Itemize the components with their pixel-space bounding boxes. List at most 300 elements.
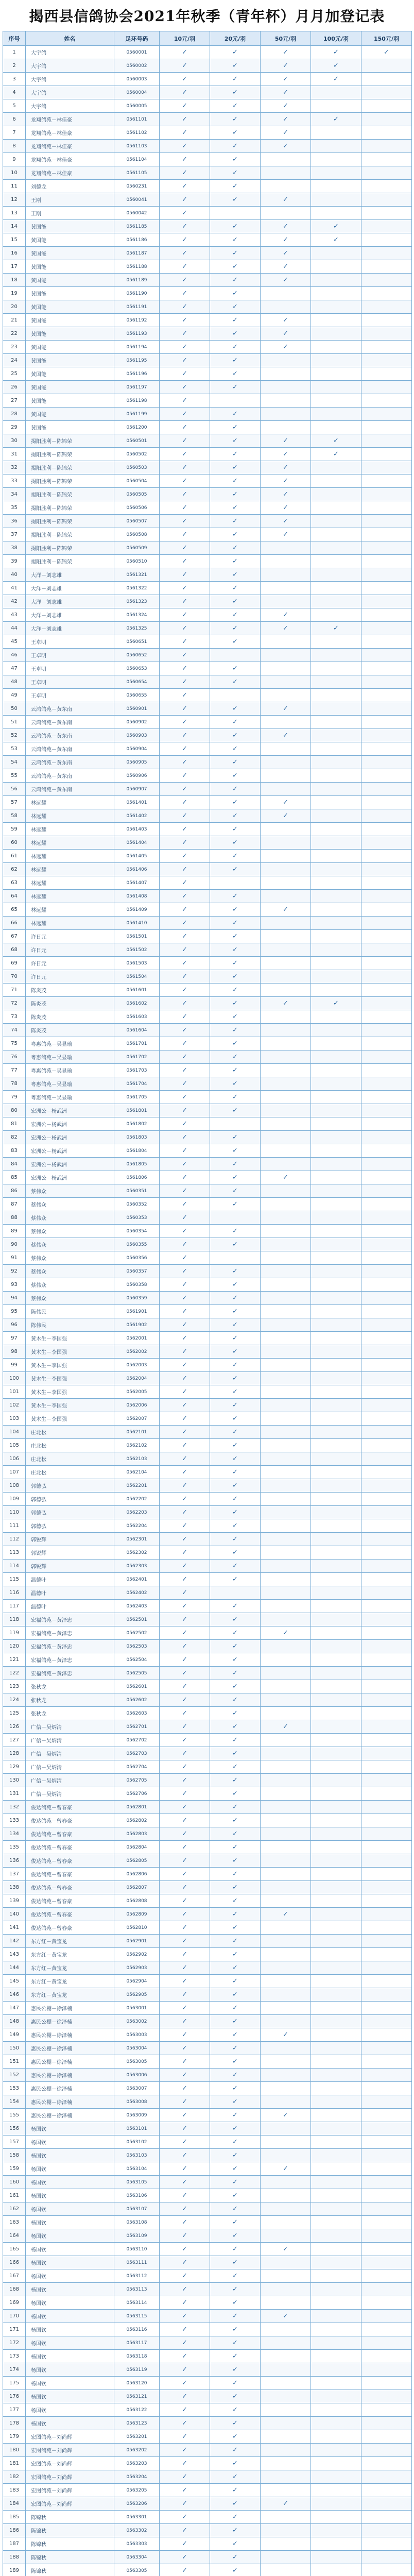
table-row	[3, 126, 412, 140]
check-mark	[311, 729, 361, 742]
check-mark	[261, 2564, 311, 2576]
owner-name: 惠民公棚－徐泽楠	[26, 2082, 114, 2095]
check-mark: ✓	[311, 997, 361, 1010]
check-mark	[311, 381, 361, 394]
table-row	[3, 769, 412, 783]
column-header: 10元/羽	[160, 31, 210, 46]
owner-name: 宏福鸽苑－黄泽忠	[26, 1640, 114, 1653]
check-mark	[261, 1801, 311, 1814]
check-mark	[361, 1412, 412, 1426]
row-index: 94	[3, 1292, 26, 1305]
table-row	[3, 1238, 412, 1251]
owner-name: 俊达鸽苑－曾春豪	[26, 1894, 114, 1908]
check-mark	[311, 528, 361, 541]
check-mark	[361, 1158, 412, 1171]
owner-name: 俊达鸽苑－曾春豪	[26, 1868, 114, 1881]
table-row	[3, 2216, 412, 2229]
check-mark	[261, 2176, 311, 2189]
check-mark	[361, 233, 412, 247]
owner-name: 云鸿鸽苑－黄东南	[26, 742, 114, 756]
table-row	[3, 73, 412, 86]
check-mark	[261, 1318, 311, 1332]
check-mark	[261, 166, 311, 180]
check-mark: ✓	[210, 783, 261, 796]
check-mark: ✓	[160, 1640, 210, 1653]
check-mark	[361, 756, 412, 769]
row-index: 37	[3, 528, 26, 541]
row-index: 66	[3, 917, 26, 930]
check-mark: ✓	[160, 2403, 210, 2417]
row-index: 44	[3, 622, 26, 635]
table-row	[3, 59, 412, 73]
check-mark: ✓	[160, 742, 210, 756]
check-mark: ✓	[210, 2229, 261, 2243]
ring-number: 0560358	[114, 1278, 160, 1292]
check-mark	[261, 769, 311, 783]
check-mark: ✓	[210, 2162, 261, 2176]
check-mark: ✓	[210, 1935, 261, 1948]
row-index: 138	[3, 1881, 26, 1894]
row-index: 32	[3, 461, 26, 474]
owner-name: 宏洲公－杨武洲	[26, 1144, 114, 1158]
check-mark: ✓	[210, 73, 261, 86]
table-row	[3, 809, 412, 823]
table-row	[3, 2028, 412, 2042]
check-mark	[361, 1359, 412, 1372]
owner-name: 林远耀	[26, 876, 114, 890]
table-row	[3, 1908, 412, 1921]
check-mark: ✓	[160, 823, 210, 836]
check-mark	[311, 126, 361, 140]
check-mark	[311, 86, 361, 99]
table-row	[3, 1600, 412, 1613]
check-mark	[311, 689, 361, 702]
check-mark: ✓	[160, 2363, 210, 2377]
table-row	[3, 1868, 412, 1881]
check-mark: ✓	[210, 1345, 261, 1359]
owner-name: 黄国能	[26, 408, 114, 421]
ring-number: 0562301	[114, 1533, 160, 1546]
table-body	[3, 46, 412, 2576]
check-mark: ✓	[210, 729, 261, 742]
check-mark: ✓	[210, 260, 261, 274]
check-mark: ✓	[210, 2430, 261, 2444]
table-row	[3, 2202, 412, 2216]
check-mark	[261, 930, 311, 943]
row-index: 105	[3, 1439, 26, 1452]
ring-number: 0562002	[114, 1345, 160, 1359]
check-mark	[361, 930, 412, 943]
check-mark: ✓	[311, 448, 361, 461]
row-index: 56	[3, 783, 26, 796]
check-mark	[261, 2457, 311, 2470]
table-row	[3, 1292, 412, 1305]
owner-name: 宏福鸽苑－黄泽忠	[26, 1626, 114, 1640]
check-mark	[361, 2243, 412, 2256]
check-mark: ✓	[261, 461, 311, 474]
check-mark: ✓	[311, 622, 361, 635]
check-mark	[261, 2470, 311, 2484]
row-index: 39	[3, 555, 26, 568]
check-mark: ✓	[210, 1225, 261, 1238]
check-mark: ✓	[210, 890, 261, 903]
ring-number: 0563107	[114, 2202, 160, 2216]
check-mark: ✓	[160, 1010, 210, 1024]
row-index: 74	[3, 1024, 26, 1037]
table-row	[3, 1466, 412, 1479]
table-row	[3, 2269, 412, 2283]
check-mark	[311, 1626, 361, 1640]
owner-name: 林远耀	[26, 796, 114, 809]
table-row	[3, 1787, 412, 1801]
check-mark	[311, 1372, 361, 1385]
table-row	[3, 2470, 412, 2484]
owner-name: 广信－吴炳清	[26, 1747, 114, 1760]
check-mark	[361, 1787, 412, 1801]
check-mark: ✓	[210, 863, 261, 876]
table-row	[3, 2497, 412, 2511]
row-index: 41	[3, 582, 26, 595]
check-mark: ✓	[210, 2296, 261, 2310]
ring-number: 0560357	[114, 1265, 160, 1278]
owner-name: 蔡伟众	[26, 1184, 114, 1198]
table-row	[3, 354, 412, 367]
table-row	[3, 2323, 412, 2336]
row-index: 142	[3, 1935, 26, 1948]
table-row	[3, 341, 412, 354]
table-row	[3, 180, 412, 193]
check-mark: ✓	[210, 367, 261, 381]
check-mark: ✓	[261, 448, 311, 461]
table-row	[3, 2042, 412, 2055]
check-mark: ✓	[210, 314, 261, 327]
check-mark: ✓	[210, 1693, 261, 1707]
table-row	[3, 1372, 412, 1385]
owner-name: 粤惠鸽苑－吴显瑜	[26, 1037, 114, 1050]
ring-number: 0563116	[114, 2323, 160, 2336]
owner-name: 黄国能	[26, 314, 114, 327]
check-mark	[311, 783, 361, 796]
ring-number: 0561321	[114, 568, 160, 582]
check-mark: ✓	[210, 1104, 261, 1117]
owner-name: 陈锦秋	[26, 2537, 114, 2551]
row-index: 104	[3, 1426, 26, 1439]
row-index: 93	[3, 1278, 26, 1292]
check-mark	[261, 2296, 311, 2310]
owner-name: 张秋龙	[26, 1680, 114, 1693]
check-mark: ✓	[210, 1372, 261, 1385]
check-mark: ✓	[210, 515, 261, 528]
check-mark	[261, 635, 311, 649]
ring-number: 0561197	[114, 381, 160, 394]
check-mark	[361, 1935, 412, 1948]
owner-name: 黄木生－李国强	[26, 1332, 114, 1345]
ring-number: 0561410	[114, 917, 160, 930]
check-mark	[261, 1385, 311, 1399]
ring-number: 0561200	[114, 421, 160, 434]
row-index: 124	[3, 1693, 26, 1707]
check-mark: ✓	[210, 1332, 261, 1345]
check-mark: ✓	[160, 287, 210, 300]
owner-name: 杨国钦	[26, 2283, 114, 2296]
check-mark: ✓	[160, 1506, 210, 1519]
check-mark: ✓	[160, 408, 210, 421]
table-row	[3, 1479, 412, 1493]
check-mark	[311, 984, 361, 997]
table-row	[3, 675, 412, 689]
table-row	[3, 2537, 412, 2551]
check-mark	[361, 1332, 412, 1345]
row-index: 187	[3, 2537, 26, 2551]
check-mark	[311, 769, 361, 783]
ring-number: 0560355	[114, 1238, 160, 1251]
owner-name: 杨国钦	[26, 2417, 114, 2430]
table-row	[3, 1305, 412, 1318]
ring-number: 0561187	[114, 247, 160, 260]
row-index: 89	[3, 1225, 26, 1238]
check-mark	[311, 1760, 361, 1774]
owner-name: 郭锐辉	[26, 1546, 114, 1560]
ring-number: 0561604	[114, 1024, 160, 1037]
check-mark	[361, 140, 412, 153]
row-index: 92	[3, 1265, 26, 1278]
row-index: 168	[3, 2283, 26, 2296]
check-mark	[261, 1278, 311, 1292]
check-mark	[210, 689, 261, 702]
check-mark: ✓	[210, 555, 261, 568]
check-mark: ✓	[160, 2470, 210, 2484]
check-mark: ✓	[210, 1988, 261, 2002]
check-mark	[361, 86, 412, 99]
table-row	[3, 1948, 412, 1961]
check-mark: ✓	[160, 1426, 210, 1439]
check-mark	[261, 555, 311, 568]
table-row	[3, 2122, 412, 2136]
row-index: 114	[3, 1560, 26, 1573]
table-row	[3, 247, 412, 260]
check-mark: ✓	[160, 1948, 210, 1961]
owner-name: 郭锐辉	[26, 1533, 114, 1546]
check-mark	[261, 1854, 311, 1868]
check-mark: ✓	[210, 1801, 261, 1814]
owner-name: 宏图鸽苑－刘尚辉	[26, 2484, 114, 2497]
check-mark	[261, 2350, 311, 2363]
ring-number: 0560002	[114, 59, 160, 73]
ring-number: 0562402	[114, 1586, 160, 1600]
check-mark	[261, 1533, 311, 1546]
row-index: 161	[3, 2189, 26, 2202]
row-index: 135	[3, 1841, 26, 1854]
owner-name: 大宇鸽	[26, 99, 114, 113]
check-mark: ✓	[210, 1667, 261, 1680]
check-mark: ✓	[210, 2256, 261, 2269]
check-mark	[311, 2055, 361, 2069]
table-row	[3, 1720, 412, 1734]
check-mark	[311, 180, 361, 193]
check-mark: ✓	[160, 716, 210, 729]
row-index: 184	[3, 2497, 26, 2511]
check-mark	[261, 1600, 311, 1613]
owner-name: 黄国能	[26, 260, 114, 274]
check-mark: ✓	[210, 220, 261, 233]
row-index: 132	[3, 1801, 26, 1814]
check-mark	[361, 1586, 412, 1600]
check-mark	[261, 421, 311, 434]
check-mark	[311, 1988, 361, 2002]
check-mark	[261, 1251, 311, 1265]
check-mark	[261, 2377, 311, 2390]
check-mark: ✓	[210, 2310, 261, 2323]
row-index: 3	[3, 73, 26, 86]
ring-number: 0561101	[114, 113, 160, 126]
check-mark	[311, 662, 361, 675]
check-mark	[311, 1680, 361, 1693]
table-row	[3, 1091, 412, 1104]
check-mark: ✓	[160, 2484, 210, 2497]
check-mark	[361, 421, 412, 434]
check-mark: ✓	[210, 2363, 261, 2377]
check-mark	[311, 742, 361, 756]
table-row	[3, 528, 412, 541]
owner-name: 俊达鸽苑－曾春豪	[26, 1908, 114, 1921]
row-index: 64	[3, 890, 26, 903]
table-row	[3, 515, 412, 528]
check-mark	[210, 649, 261, 662]
ring-number: 0562502	[114, 1626, 160, 1640]
check-mark	[311, 274, 361, 287]
check-mark	[311, 1211, 361, 1225]
check-mark	[361, 1868, 412, 1881]
check-mark	[311, 1506, 361, 1519]
check-mark: ✓	[160, 2256, 210, 2269]
check-mark: ✓	[311, 59, 361, 73]
check-mark: ✓	[160, 2002, 210, 2015]
page-title: 揭西县信鸽协会2021年秋季（青年杯）月月加登记表	[29, 8, 385, 25]
table-row	[3, 970, 412, 984]
check-mark	[261, 2390, 311, 2403]
check-mark	[311, 1158, 361, 1171]
check-mark: ✓	[160, 260, 210, 274]
table-row	[3, 1211, 412, 1225]
check-mark	[210, 876, 261, 890]
ring-number: 0562204	[114, 1519, 160, 1533]
row-index: 174	[3, 2363, 26, 2377]
owner-name: 宏洲公－杨武洲	[26, 1158, 114, 1171]
row-index: 166	[3, 2256, 26, 2269]
ring-number: 0561501	[114, 930, 160, 943]
owner-name: 宏福鸽苑－黄泽忠	[26, 1653, 114, 1667]
ring-number: 0563115	[114, 2310, 160, 2323]
ring-number: 0562803	[114, 1827, 160, 1841]
check-mark	[361, 274, 412, 287]
check-mark: ✓	[160, 1225, 210, 1238]
check-mark: ✓	[261, 73, 311, 86]
check-mark: ✓	[160, 541, 210, 555]
check-mark: ✓	[210, 1734, 261, 1747]
table-row	[3, 394, 412, 408]
check-mark	[261, 876, 311, 890]
check-mark: ✓	[210, 662, 261, 675]
row-index: 147	[3, 2002, 26, 2015]
check-mark	[361, 247, 412, 260]
check-mark: ✓	[311, 113, 361, 126]
check-mark: ✓	[210, 2149, 261, 2162]
row-index: 175	[3, 2377, 26, 2390]
check-mark	[261, 408, 311, 421]
owner-name: 许日元	[26, 943, 114, 957]
check-mark	[261, 1868, 311, 1881]
row-index: 165	[3, 2243, 26, 2256]
table-row	[3, 260, 412, 274]
check-mark: ✓	[160, 622, 210, 635]
ring-number: 0562808	[114, 1894, 160, 1908]
ring-number: 0562103	[114, 1452, 160, 1466]
row-index: 31	[3, 448, 26, 461]
check-mark: ✓	[261, 622, 311, 635]
check-mark	[361, 2189, 412, 2202]
check-mark: ✓	[261, 140, 311, 153]
ring-number: 0561703	[114, 1064, 160, 1077]
row-index: 143	[3, 1948, 26, 1961]
ring-number: 0560352	[114, 1198, 160, 1211]
check-mark	[261, 1345, 311, 1359]
check-mark: ✓	[160, 2122, 210, 2136]
row-index: 91	[3, 1251, 26, 1265]
check-mark	[361, 917, 412, 930]
check-mark	[261, 917, 311, 930]
check-mark	[311, 2109, 361, 2122]
check-mark: ✓	[160, 1493, 210, 1506]
check-mark: ✓	[160, 2136, 210, 2149]
check-mark	[361, 2082, 412, 2095]
row-index: 137	[3, 1868, 26, 1881]
check-mark	[261, 1774, 311, 1787]
check-mark: ✓	[160, 1921, 210, 1935]
check-mark	[361, 716, 412, 729]
check-mark	[361, 662, 412, 675]
check-mark	[311, 823, 361, 836]
check-mark	[361, 1144, 412, 1158]
check-mark: ✓	[160, 1533, 210, 1546]
check-mark: ✓	[160, 2283, 210, 2296]
ring-number: 0562804	[114, 1841, 160, 1854]
check-mark	[261, 863, 311, 876]
check-mark: ✓	[160, 836, 210, 850]
ring-number: 0562809	[114, 1908, 160, 1921]
owner-name: 王刚	[26, 193, 114, 207]
ring-number: 0561323	[114, 595, 160, 608]
table-row	[3, 1332, 412, 1345]
ring-number: 0561193	[114, 327, 160, 341]
table-row	[3, 1439, 412, 1452]
check-mark: ✓	[160, 2055, 210, 2069]
table-row	[3, 2484, 412, 2497]
check-mark	[311, 1426, 361, 1439]
owner-name: 杨国钦	[26, 2243, 114, 2256]
check-mark: ✓	[210, 1493, 261, 1506]
ring-number: 0561191	[114, 300, 160, 314]
table-row	[3, 1225, 412, 1238]
check-mark: ✓	[160, 2564, 210, 2576]
row-index: 97	[3, 1332, 26, 1345]
owner-name: 东方红－黄宝龙	[26, 1948, 114, 1961]
owner-name: 大洋－刘志雄	[26, 568, 114, 582]
check-mark: ✓	[210, 2136, 261, 2149]
row-index: 80	[3, 1104, 26, 1117]
check-mark: ✓	[160, 488, 210, 501]
table-row	[3, 2283, 412, 2296]
check-mark: ✓	[160, 166, 210, 180]
